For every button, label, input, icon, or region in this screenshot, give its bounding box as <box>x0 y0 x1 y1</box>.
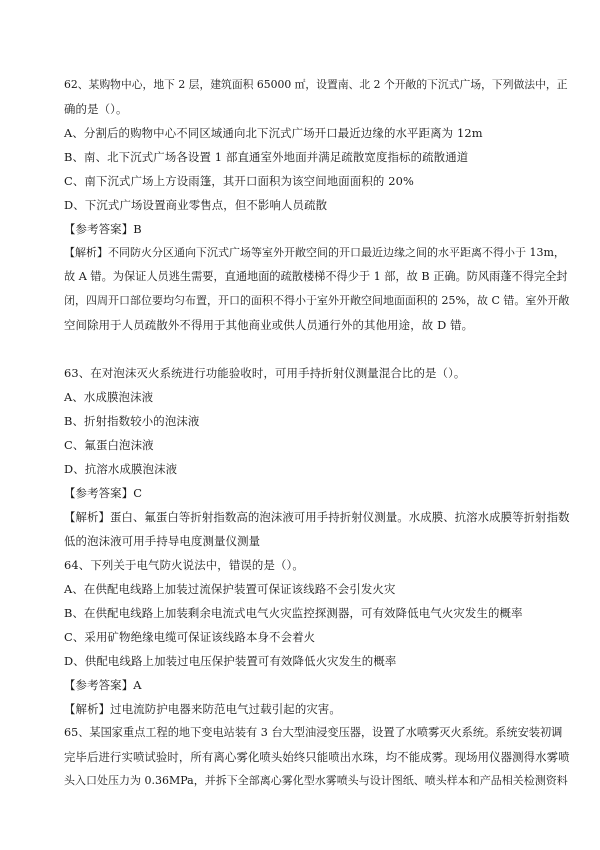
question-62-stem-line-1: 62、某购物中心，地下 2 层，建筑面积 65000 ㎡，设置南、北 2 个开敞的下沉式广场，下列做法中，正 <box>64 78 568 91</box>
question-62-option-c: C、南下沉式广场上方设雨篷，其开口面积为该空间地面面积的 20% <box>64 174 415 188</box>
question-64-option-d: D、供配电线路上加装过电压保护装置可有效降低火灾发生的概率 <box>64 654 397 668</box>
question-62-analysis-line-3: 闭，四周开口部位要均匀布置，开口的面积不得小于室外开敞空间地面面积的 25%，故 C 错。室外开敞 <box>64 294 570 307</box>
question-64-option-a: A、在供配电线路上加装过流保护装置可保证该线路不会引发火灾 <box>64 582 396 596</box>
question-62-stem-line-2: 确的是（）。 <box>64 102 128 116</box>
question-62-option-b: B、南、北下沉式广场各设置 1 部直通室外地面并满足疏散宽度指标的疏散通道 <box>64 150 469 164</box>
question-65-stem-line-1: 65、某国家重点工程的地下变电站装有 3 台大型油浸变压器，设置了水喷雾灭火系统。系统安装初调 <box>64 726 563 739</box>
question-64-option-c: C、采用矿物绝缘电缆可保证该线路本身不会着火 <box>64 630 316 644</box>
question-64-analysis-line-1: 【解析】过电流防护电器来防范电气过载引起的灾害。 <box>64 702 341 716</box>
question-63-option-c: C、氟蛋白泡沫液 <box>64 438 154 452</box>
question-62-option-d: D、下沉式广场设置商业零售点，但不影响人员疏散 <box>64 198 328 212</box>
question-62-option-a: A、分割后的购物中心不同区域通向北下沉式广场开口最近边缘的水平距离为 12m <box>64 126 483 140</box>
question-63-option-a: A、水成膜泡沫液 <box>64 390 154 404</box>
question-64-option-b: B、在供配电线路上加装剩余电流式电气火灾监控探测器，可有效降低电气火灾发生的概率 <box>64 606 523 620</box>
question-65-stem-line-3: 头入口处压力为 0.36MPa，并拆下全部离心雾化型水雾喷头与设计图纸、喷头样本和产品相关检测资料 <box>64 774 568 787</box>
question-63-analysis-line-2: 低的泡沫液可用手持导电度测量仪测量 <box>64 534 261 548</box>
question-62-analysis-line-4: 空间除用于人员疏散外不得用于其他商业或供人员通行外的其他用途，故 D 错。 <box>64 318 474 332</box>
question-64-answer: 【参考答案】A <box>64 678 142 692</box>
question-62-answer: 【参考答案】B <box>64 222 142 236</box>
question-62-analysis-line-1: 【解析】不同防火分区通向下沉式广场等室外开敞空间的开口最近边缘之间的水平距离不得小于 13m， <box>64 246 565 259</box>
question-63-option-b: B、折射指数较小的泡沫液 <box>64 414 200 428</box>
question-63-option-d: D、抗溶水成膜泡沫液 <box>64 462 178 476</box>
question-62-analysis-line-2: 故 A 错。为保证人员逃生需要，直通地面的疏散楼梯不得少于 1 部，故 B 正确。防风雨蓬不得完全封 <box>64 270 568 283</box>
question-64-stem-line-1: 64、下列关于电气防火说法中，错误的是（）。 <box>64 558 304 572</box>
question-63-stem-line-1: 63、在对泡沫灭火系统进行功能验收时，可用手持折射仪测量混合比的是（）。 <box>64 366 466 380</box>
question-63-analysis-line-1: 【解析】蛋白、氟蛋白等折射指数高的泡沫液可用手持折射仪测量。水成膜、抗溶水成膜等折射指数 <box>64 510 570 524</box>
question-65-stem-line-2: 完毕后进行实喷试验时，所有离心雾化喷头始终只能喷出水珠，均不能成雾。现场用仪器测得水雾喷 <box>64 750 570 764</box>
question-63-answer: 【参考答案】C <box>64 486 143 500</box>
